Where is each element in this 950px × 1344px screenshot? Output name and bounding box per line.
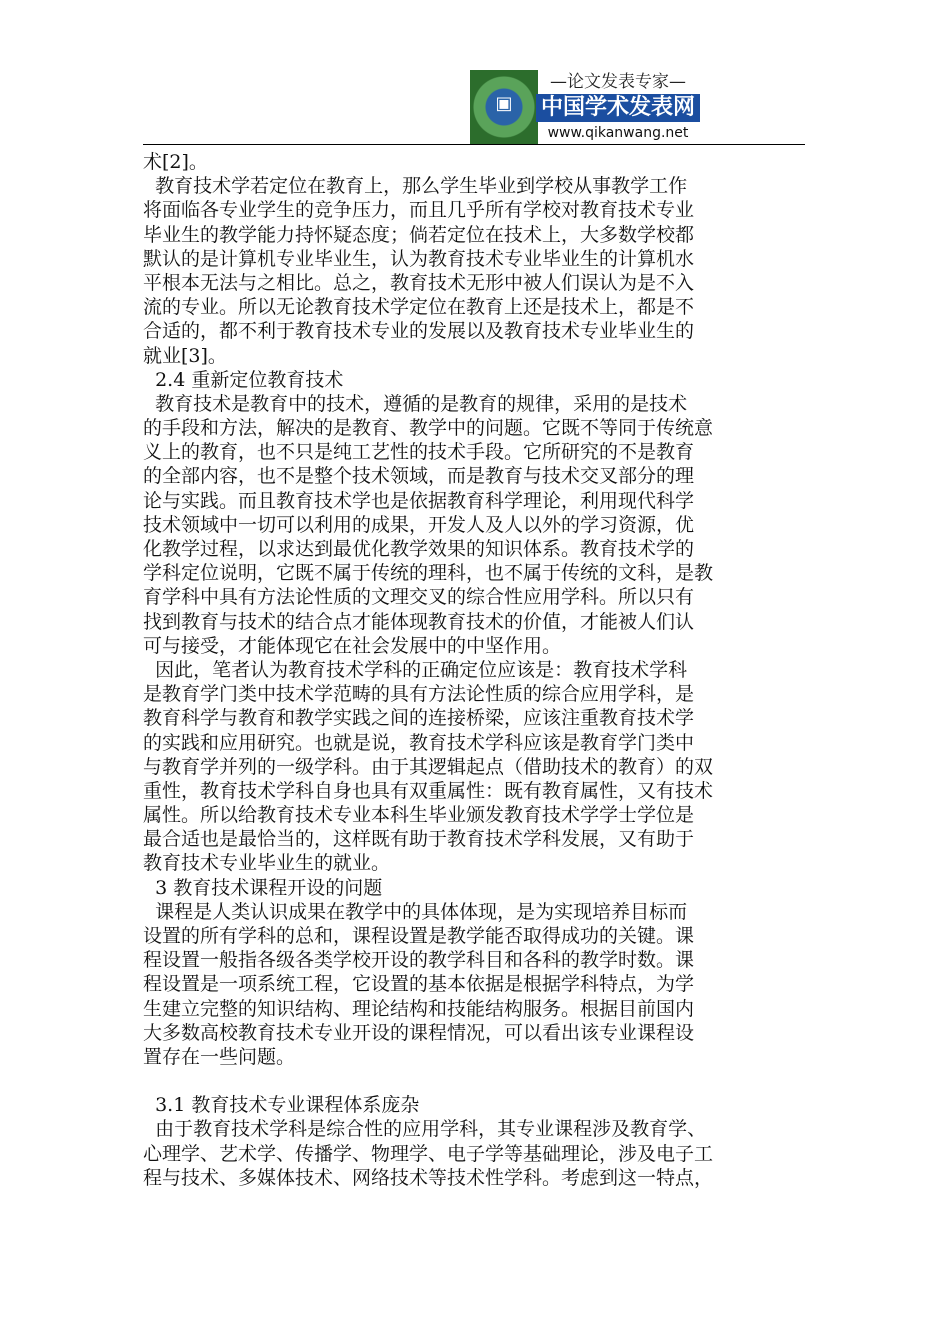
text-line: 论与实践。而且教育技术学也是依据教育科学理论，利用现代科学 (143, 489, 695, 512)
text-line: 置存在一些问题。 (143, 1045, 296, 1068)
text-line: 的手段和方法，解决的是教育、教学中的问题。它既不等同于传统意 (143, 417, 714, 440)
text-line: 技术领域中一切可以利用的成果，开发人及人以外的学习资源，优 (143, 513, 695, 536)
text-line: 教育技术学若定位在教育上，那么学生毕业到学校从事教学工作 (143, 175, 688, 198)
text-line: 设置的所有学科的总和，课程设置是教学能否取得成功的关键。课 (143, 925, 695, 947)
text-line: 毕业生的教学能力持怀疑态度；倘若定位在技术上，大多数学校都 (143, 223, 695, 246)
text-line: 教育科学与教育和教学实践之间的连接桥梁，应该注重教育技术学 (143, 707, 695, 730)
paragraph-gap (143, 1069, 813, 1093)
book-icon: ▣ (495, 93, 513, 114)
text-line: 最合适也是最恰当的，这样既有助于教育技术学科发展，又有助于 (143, 828, 695, 851)
text-line: 与教育学并列的一级学科。由于其逻辑起点（借助技术的教育）的双 (143, 755, 714, 778)
text-line: 心理学、艺术学、传播学、物理学、电子学等基础理论，涉及电子工 (143, 1142, 714, 1165)
text-line: 可与接受，才能体现它在社会发展中的中坚作用。 (143, 634, 562, 657)
logo-slogan: —论文发表专家— (550, 72, 686, 92)
text-line: 程设置一般指各级各类学校开设的教学科目和各科的教学时数。课 (143, 949, 695, 972)
text-line: 化教学过程，以求达到最优化教学效果的知识体系。教育技术学的 (143, 538, 695, 560)
text-line: 学科定位说明，它既不属于传统的理科，也不属于传统的文科，是教 (143, 562, 714, 585)
site-logo (470, 70, 700, 144)
text-line: 是教育学门类中技术学范畴的具有方法论性质的综合应用学科，是 (143, 683, 695, 706)
text-line: 将面临各专业学生的竞争压力，而且几乎所有学校对教育技术专业 (143, 199, 695, 222)
text-line: 就业[3]。 (143, 344, 227, 367)
text-line: 由于教育技术学科是综合性的应用学科，其专业课程涉及教育学、 (143, 1118, 707, 1141)
section-heading: 3 教育技术课程开设的问题 (143, 876, 383, 899)
text-line: 平根本无法与之相比。总之，教育技术无形中被人们误认为是不入 (143, 271, 695, 294)
text-line: 义上的教育，也不只是纯工艺性的技术手段。它所研究的不是教育 (143, 441, 695, 464)
text-line: 教育技术专业毕业生的就业。 (143, 852, 391, 875)
text-line: 因此，笔者认为教育技术学科的正确定位应该是：教育技术学科 (143, 658, 688, 681)
text-line: 育学科中具有方法论性质的文理交叉的综合性应用学科。所以只有 (143, 586, 695, 609)
text-line: 程设置是一项系统工程，它设置的基本依据是根据学科特点，为学 (143, 973, 695, 996)
text-line: 的全部内容，也不是整个技术领域，而是教育与技术交叉部分的理 (143, 465, 695, 488)
emblem-icon (470, 70, 538, 144)
text-line: 大多数高校教育技术专业开设的课程情况，可以看出该专业课程设 (143, 1021, 695, 1044)
text-line: 流的专业。所以无论教育技术学定位在教育上还是技术上，都是不 (143, 296, 695, 319)
text-line: 程与技术、多媒体技术、网络技术等技术性学科。考虑到这一特点， (143, 1166, 714, 1189)
text-line: 属性。所以给教育技术专业本科生毕业颁发教育技术学学士学位是 (143, 804, 695, 827)
text-line: 术[2]。 (143, 151, 208, 173)
section-heading: 3.1 教育技术专业课程体系庞杂 (143, 1094, 420, 1117)
text-line: 生建立完整的知识结构、理论结构和技能结构服务。根据目前国内 (143, 997, 695, 1020)
text-line: 找到教育与技术的结合点才能体现教育技术的价值，才能被人们认 (143, 610, 695, 633)
logo-name: 中国学术发表网 (536, 94, 700, 122)
text-line: 的实践和应用研究。也就是说，教育技术学科应该是教育学门类中 (143, 731, 695, 754)
text-line: 课程是人类认识成果在教学中的具体体现，是为实现培养目标而 (143, 900, 688, 923)
section-heading: 2.4 重新定位教育技术 (143, 368, 344, 391)
text-line: 教育技术是教育中的技术，遵循的是教育的规律，采用的是技术 (143, 392, 688, 415)
logo-url: www.qikanwang.net (547, 125, 689, 141)
text-line: 重性，教育技术学科自身也具有双重属性：既有教育属性，又有技术 (143, 779, 714, 802)
header-rule (143, 144, 805, 145)
text-line: 默认的是计算机专业毕业生，认为教育技术专业毕业生的计算机水 (143, 247, 695, 270)
text-line: 合适的，都不利于教育技术专业的发展以及教育技术专业毕业生的 (143, 320, 695, 343)
document-body (143, 150, 813, 1190)
